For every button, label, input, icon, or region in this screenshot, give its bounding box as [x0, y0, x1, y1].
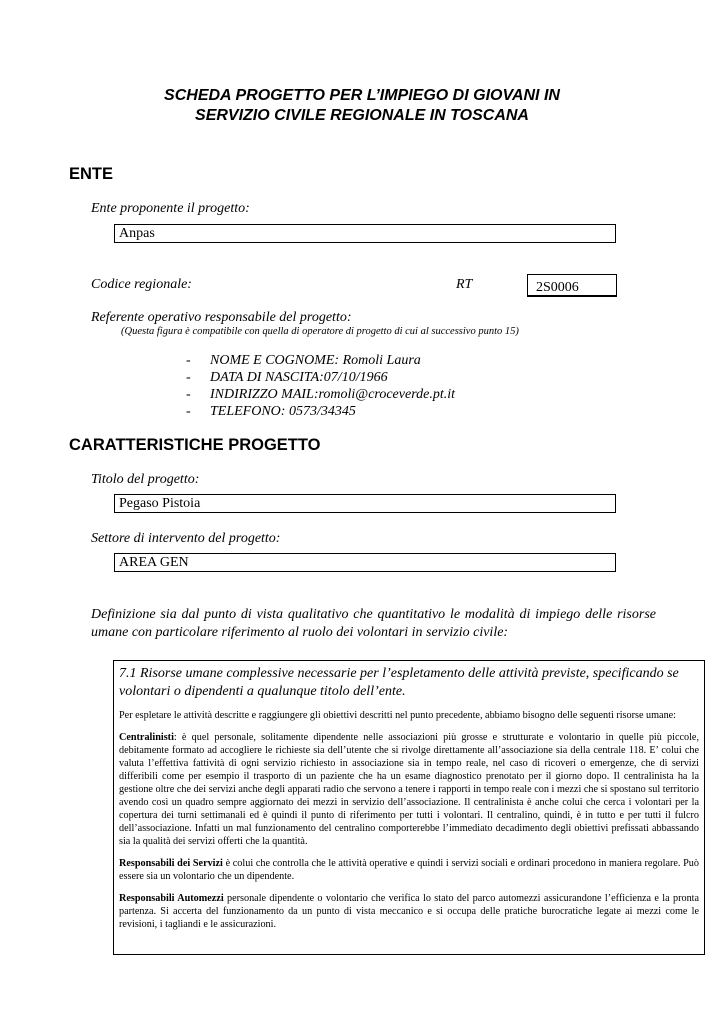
referente-nome: NOME E COGNOME: Romoli Laura	[210, 353, 421, 368]
responsabili-automezzi-paragraph	[119, 892, 699, 931]
section-heading-caratteristiche: CARATTERISTICHE PROGETTO	[69, 436, 321, 454]
section-heading-ente: ENTE	[69, 165, 114, 183]
titolo-progetto-label: Titolo del progetto:	[91, 472, 200, 487]
responsabili-servizi-term: Responsabili dei Servizi	[119, 858, 223, 869]
titolo-progetto-field: Pegaso Pistoia	[114, 494, 616, 513]
codice-regionale-field: 2S0006	[527, 274, 617, 297]
settore-intervento-label: Settore di intervento del progetto:	[91, 531, 281, 546]
list-item: - INDIRIZZO MAIL:romoli@croceverde.pt.it	[186, 387, 455, 402]
responsabili-servizi-paragraph	[119, 857, 699, 883]
list-item: - TELEFONO: 0573/34345	[186, 404, 356, 419]
responsabili-automezzi-text: personale dipendente o volontario che verifica lo stato del parco automezzi assicurandone l’efficienza e la pronta partenza. Si accerta del funzionamento da un punto di vista meccanico e si occupa delle pratiche burocratiche legate ai mezzi come le revisioni, i tagliandi e le assicurazioni.	[119, 893, 700, 930]
list-item: - DATA DI NASCITA:07/10/1966	[186, 370, 388, 385]
risorse-intro-paragraph: Per espletare le attività descritte e raggiungere gli obiettivi descritti nel punto precedente, abbiamo bisogno delle seguenti risorse umane:	[119, 710, 677, 721]
referente-telefono: TELEFONO: 0573/34345	[210, 404, 356, 419]
document-title-line-2: SERVIZIO CIVILE REGIONALE IN TOSCANA	[195, 107, 529, 124]
responsabili-automezzi-term: Responsabili Automezzi	[119, 893, 224, 904]
referente-details-list	[186, 352, 455, 420]
responsabili-servizi-text: è colui che controlla che le attività operative e quindi i servizi sociali e ordinari procedono in maniera regolare. Può essere sia un volontario che un dipendente.	[119, 858, 699, 882]
codice-regionale-label: Codice regionale:	[91, 277, 192, 292]
section-7-1-heading: 7.1 Risorse umane complessive necessarie per l’espletamento delle attività previste, specificando se volontari o dipendenti a qualunque titolo dell’ente.	[119, 666, 679, 699]
document-title-line-1: SCHEDA PROGETTO PER L’IMPIEGO DI GIOVANI IN	[164, 87, 560, 104]
risorse-umane-box	[113, 660, 705, 955]
settore-intervento-field: AREA GEN	[114, 553, 616, 572]
centralinisti-text: : è quel personale, solitamente dipendente nelle associazioni più grosse e strutturate e volontario in quelle più piccole, debitamente formato ad accogliere le richieste sia dell’utente che si rivolge direttamente all’associazione sia della centrale 118. E’ colui che valuta l’effettiva fattività di ogni servizio richiesto in associazione sia in tempo reale, nel caso di ricoveri o emergenze, che di servizi differibili come per esempio il trasporto di un paziente che ha un esame diagnostico prenotato per il giorno dopo. Il centralinista ha la gestione oltre che dei servizi anche degli apparati radio che servono a tenere i rapporti in tempo reale con i mezzi che si spostano sul territorio avendo così un quadro sempre aggiornato dei mezzi in servizio dell’associazione. Il centralinista è anche colui che cerca i volontari per la copertura dei turni settimanali ed è quindi il punto di riferimento per tutti i volontari. Il centralino, quindi, è in tutto e per tutti il fulcro dell’associazione. Infatti un mal funzionamento del centralino comporterebbe l’immediato decadimento degli obiettivi prefissati abbassando sia la qualità dei servizi offerti che la quantità.	[119, 732, 699, 847]
centralinisti-paragraph	[119, 731, 699, 848]
definizione-paragraph: Definizione sia dal punto di vista qualitativo che quantitativo le modalità di impiego delle risorse umane con particolare riferimento al ruolo dei volontari in servizio civile:	[91, 607, 656, 640]
ente-proponente-label: Ente proponente il progetto:	[91, 201, 250, 216]
referente-data-nascita: DATA DI NASCITA:07/10/1966	[210, 370, 388, 385]
referente-label: Referente operativo responsabile del progetto:	[91, 310, 352, 325]
centralinisti-term: Centralinisti	[119, 732, 174, 743]
rt-label: RT	[456, 277, 473, 292]
referente-note: (Questa figura è compatibile con quella di operatore di progetto di cui al successivo punto 15)	[121, 326, 519, 337]
list-item: - NOME E COGNOME: Romoli Laura	[186, 353, 421, 368]
referente-mail: INDIRIZZO MAIL:romoli@croceverde.pt.it	[210, 387, 455, 402]
ente-proponente-field: Anpas	[114, 224, 616, 243]
